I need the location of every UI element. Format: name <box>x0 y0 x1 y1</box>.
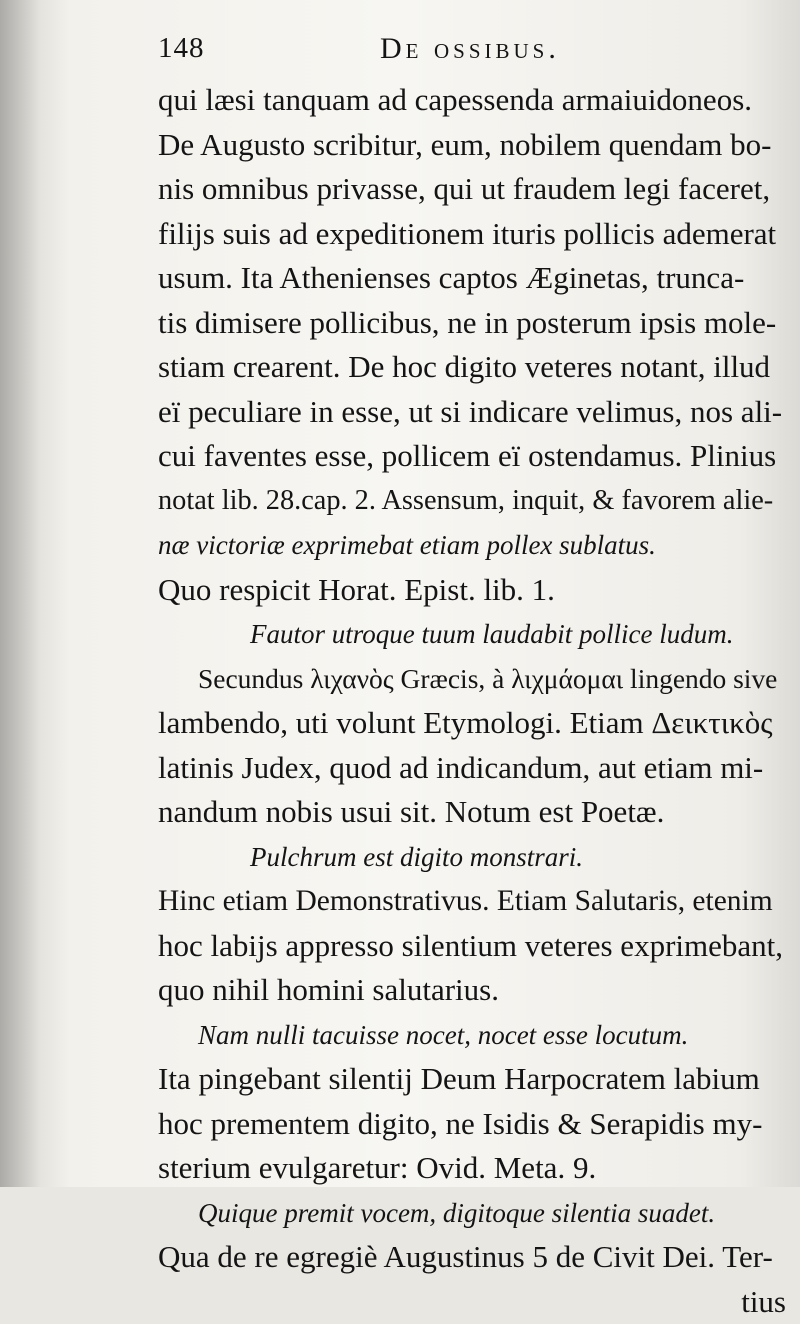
text-line: tis dimisere pollicibus, ne in posterum ipsis mole- <box>158 301 786 346</box>
page-header <box>158 32 758 72</box>
binding-shadow <box>0 0 40 1187</box>
text-line: cui faventes esse, pollicem eï ostendamus. Plinius <box>158 434 786 479</box>
italic-quote-line: næ victoriæ exprimebat etiam pollex sublatus. <box>158 523 786 568</box>
text-line: notat lib. 28.cap. 2. Assensum, inquit, & favorem alie- <box>158 479 786 524</box>
text-line: Hinc etiam Demonstrativus. Etiam Salutaris, etenim <box>158 879 786 924</box>
body-text <box>158 78 786 1324</box>
text-line: Qua de re egregiè Augustinus 5 de Civit Dei. Ter- <box>158 1235 786 1280</box>
text-line: nandum nobis usui sit. Notum est Poetæ. <box>158 790 786 835</box>
verse-quote: Pulchrum est digito monstrari. <box>158 835 786 880</box>
verse-quote: Quique premit vocem, digitoque silentia suadet. <box>158 1191 786 1236</box>
text-line: hoc prementem digito, ne Isidis & Serapidis my- <box>158 1102 786 1147</box>
text-line: latinis Judex, quod ad indicandum, aut etiam mi- <box>158 746 786 791</box>
catchword: tius <box>158 1280 786 1324</box>
text-line: Ita pingebant silentij Deum Harpocratem labium <box>158 1057 786 1102</box>
text-line: De Augusto scribitur, eum, nobilem quendam bo- <box>158 123 786 168</box>
text-line: nis omnibus privasse, qui ut fraudem legi faceret, <box>158 167 786 212</box>
text-line: lambendo, uti volunt Etymologi. Etiam Δεικτικὸς <box>158 701 786 746</box>
text-line: usum. Ita Athenienses captos Æginetas, trunca- <box>158 256 786 301</box>
text-line: eï peculiare in esse, ut si indicare velimus, nos ali- <box>158 390 786 435</box>
paragraph-start-line: Secundus λιχανὸς Græcis, à λιχμάομαι lingendo sive <box>158 657 786 702</box>
verse-quote: Nam nulli tacuisse nocet, nocet esse locutum. <box>158 1013 786 1058</box>
text-line: qui læsi tanquam ad capessenda armaiuidoneos. <box>158 78 786 123</box>
text-line: filijs suis ad expeditionem ituris pollicis ademerat <box>158 212 786 257</box>
text-line: quo nihil homini salutarius. <box>158 968 786 1013</box>
verse-quote: Fautor utroque tuum laudabit pollice ludum. <box>158 612 786 657</box>
text-line: stiam crearent. De hoc digito veteres notant, illud <box>158 345 786 390</box>
text-line: hoc labijs appresso silentium veteres exprimebant, <box>158 924 786 969</box>
running-head: De ossibus. <box>380 32 560 66</box>
page-number: 148 <box>158 32 205 65</box>
text-line: sterium evulgaretur: Ovid. Meta. 9. <box>158 1146 786 1191</box>
text-line: Quo respicit Horat. Epist. lib. 1. <box>158 568 786 613</box>
